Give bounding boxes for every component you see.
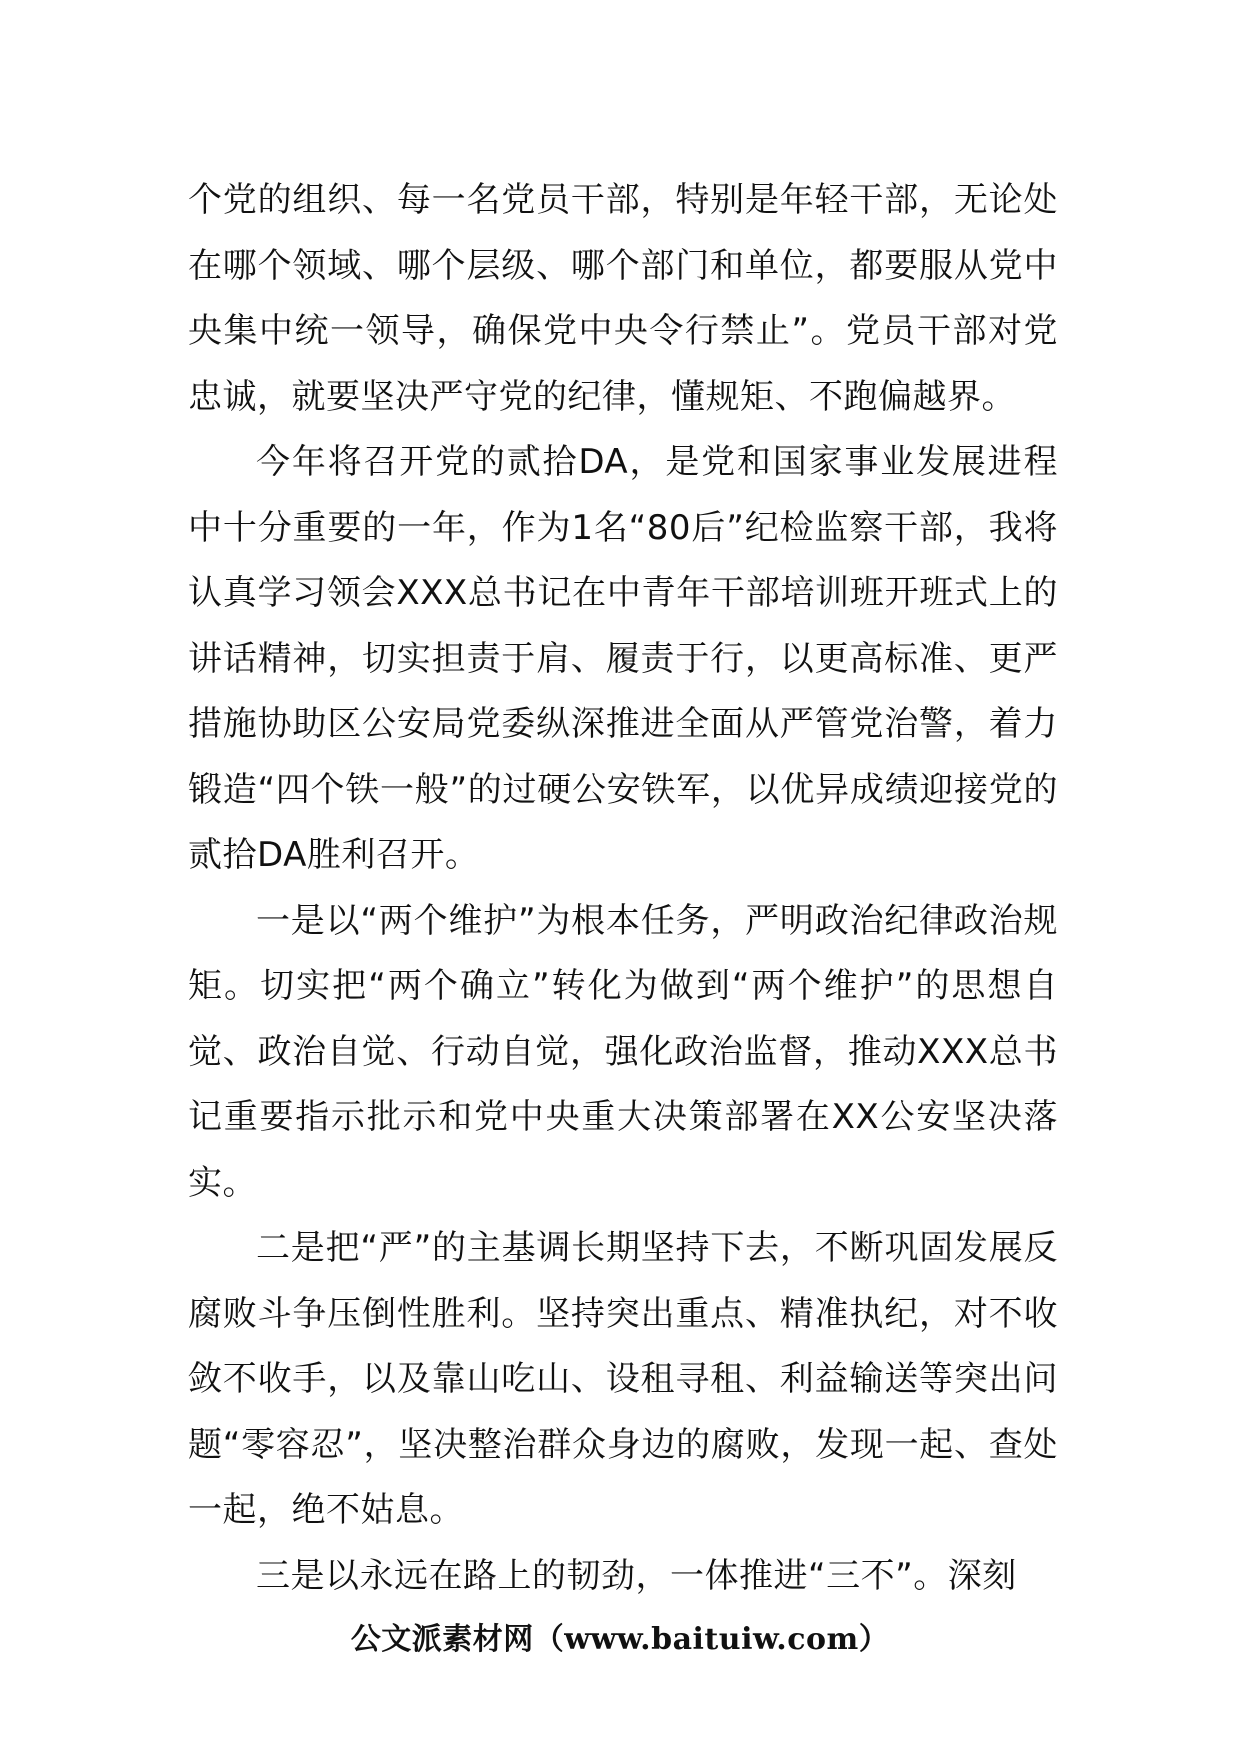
paragraph-congress-year: 今年将召开党的贰拾DA，是党和国家事业发展进程中十分重要的一年，作为1名“80后”纪检监察干部，我将认真学习领会XXX总书记在中青年干部培训班开班式上的讲话精神，切实担责于肩、履责于行，以更高标准、更严措施协助区公安局党委纵深推进全面从严管党治警，着力锻造“四个铁一般”的过硬公安铁军，以优异成绩迎接党的贰拾DA胜利召开。	[188, 442, 1058, 875]
paragraph-point-two: 二是把“严”的主基调长期坚持下去，不断巩固发展反腐败斗争压倒性胜利。坚持突出重点、精准执纪，对不收敛不收手，以及靠山吃山、设租寻租、利益输送等突出问题“零容忍”，坚决整治群众身边的腐败，发现一起、查处一起，绝不姑息。	[188, 1228, 1058, 1530]
paragraph-continuation: 个党的组织、每一名党员干部，特别是年轻干部，无论处在哪个领域、哪个层级、哪个部门和单位，都要服从党中央集中统一领导，确保党中央令行禁止”。党员干部对党忠诚，就要坚决严守党的纪律，懂规矩、不跑偏越界。	[188, 180, 1058, 417]
paragraph-point-three: 三是以永远在路上的韧劲，一体推进“三不”。深刻	[256, 1555, 1017, 1596]
page-footer-watermark: 公文派素材网（www.baituiw.com）	[350, 1622, 890, 1657]
document-body	[188, 168, 1058, 1609]
paragraph-point-one: 一是以“两个维护”为根本任务，严明政治纪律政治规矩。切实把“两个确立”转化为做到“两个维护”的思想自觉、政治自觉、行动自觉，强化政治监督，推动XXX总书记重要指示批示和党中央重大决策部署在XX公安坚决落实。	[188, 900, 1058, 1203]
